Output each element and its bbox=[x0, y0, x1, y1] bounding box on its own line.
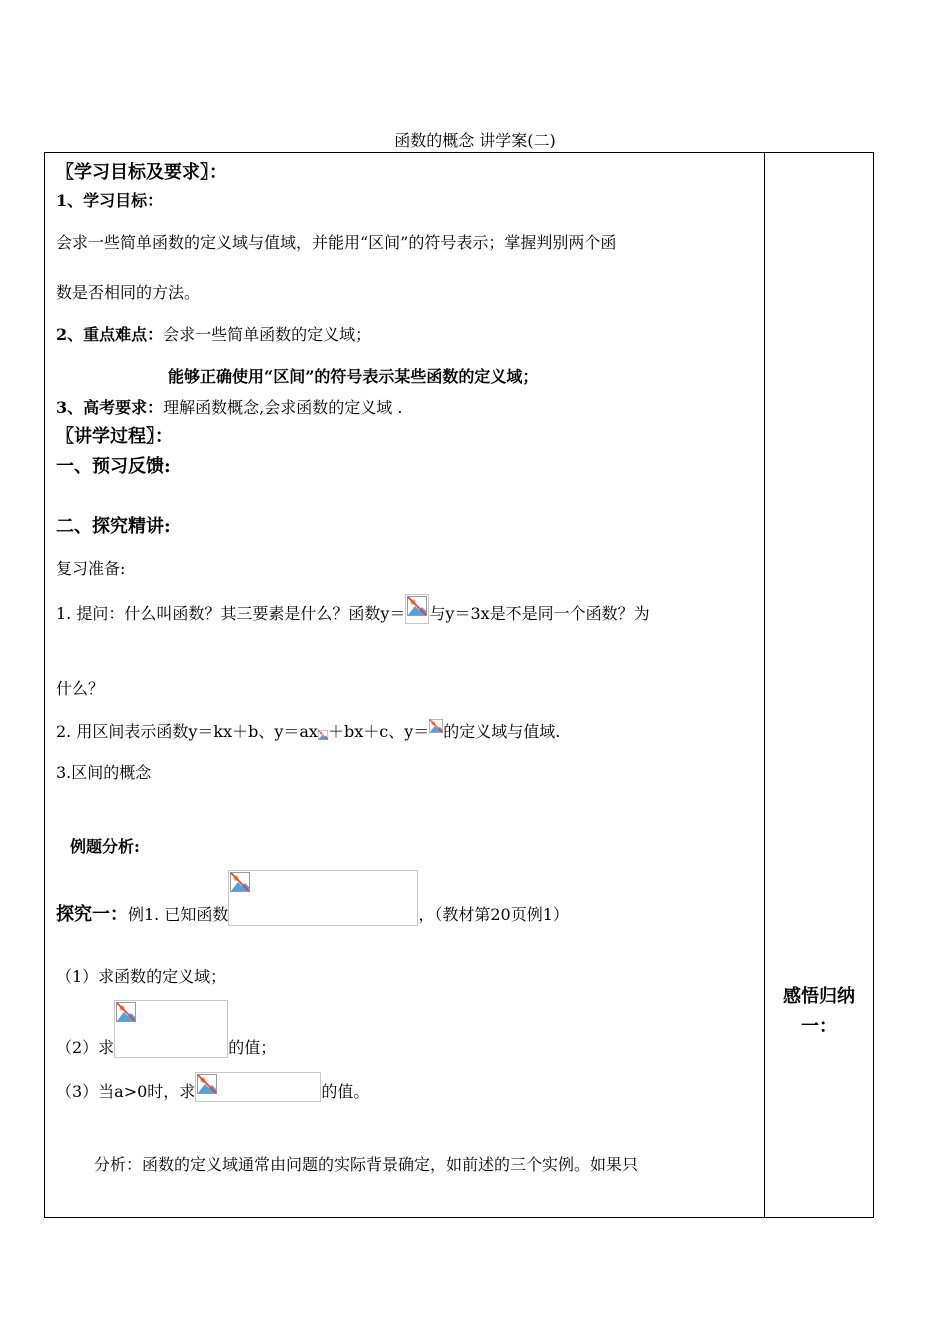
formula-image bbox=[405, 594, 429, 624]
goal1-line2: 数是否相同的方法。 bbox=[56, 283, 201, 302]
process-header: 〖讲学过程〗： bbox=[56, 426, 173, 447]
side-note: 感悟归纳一： bbox=[783, 986, 855, 1037]
question-1-text-b: 与y＝3x是不是同一个函数？为 bbox=[429, 604, 650, 623]
goal3-text: 理解函数概念,会求函数的定义域 . bbox=[163, 398, 403, 417]
question-1 bbox=[56, 594, 650, 624]
function-formula-image bbox=[228, 870, 418, 926]
sub-question-3-text-a: （3）当a>0时，求 bbox=[56, 1082, 196, 1101]
exponent-image bbox=[318, 730, 328, 742]
question-1-text-a: 1. 提问：什么叫函数？其三要素是什么？函数y＝ bbox=[56, 604, 406, 623]
goal2-line2: 能够正确使用“区间”的符号表示某些函数的定义域； bbox=[168, 367, 539, 386]
broken-image-icon bbox=[230, 872, 250, 892]
formula-image bbox=[114, 1000, 228, 1058]
goal1-line1: 会求一些简单函数的定义域与值域，并能用“区间”的符号表示；掌握判别两个函 bbox=[56, 233, 617, 252]
sub-question-1: （1）求函数的定义域； bbox=[56, 967, 227, 986]
broken-image-icon bbox=[197, 1074, 217, 1094]
question-1-cont: 什么？ bbox=[56, 679, 105, 698]
goal1-label: 1、学习目标： bbox=[56, 191, 164, 210]
content-table bbox=[44, 152, 874, 1218]
sub-question-2-text-b: 的值； bbox=[228, 1038, 277, 1057]
goal2-label: 2、重点难点： bbox=[56, 325, 164, 344]
broken-image-icon bbox=[318, 730, 328, 740]
goal2-text: 会求一些简单函数的定义域； bbox=[163, 325, 372, 344]
broken-image-icon bbox=[116, 1002, 136, 1022]
formula-image bbox=[429, 714, 443, 742]
sub-question-3 bbox=[56, 1072, 369, 1102]
sub-question-2 bbox=[56, 1000, 276, 1058]
question-2 bbox=[56, 714, 560, 742]
broken-image-icon bbox=[429, 714, 443, 738]
section-preview-feedback: 一、预习反馈: bbox=[56, 456, 171, 477]
document-title: 函数的概念 讲学案(二) bbox=[394, 131, 556, 150]
analysis-paragraph: 分析：函数的定义域通常由问题的实际背景确定，如前述的三个实例。如果只 bbox=[94, 1155, 639, 1174]
explore-1 bbox=[56, 870, 569, 926]
goal2-row bbox=[56, 322, 371, 345]
explore-1-reference: ，（教材第20页例1） bbox=[418, 905, 569, 924]
question-3: 3.区间的概念 bbox=[56, 763, 152, 782]
example-header: 例题分析: bbox=[70, 837, 140, 856]
broken-image-icon bbox=[407, 596, 427, 616]
question-2-text-a: 2. 用区间表示函数y＝kx＋b、y＝ax bbox=[56, 722, 318, 741]
question-2-text-c: 的定义域与值域. bbox=[443, 722, 561, 741]
sub-question-3-text-b: 的值。 bbox=[321, 1082, 370, 1101]
explore-1-label: 探究一： bbox=[56, 904, 128, 925]
question-2-text-b: ＋bx＋c、y＝ bbox=[327, 722, 430, 741]
explore-1-text: 例1. 已知函数 bbox=[128, 905, 229, 924]
goal3-label: 3、高考要求： bbox=[56, 398, 164, 417]
column-divider bbox=[764, 152, 765, 1218]
formula-image bbox=[195, 1072, 321, 1102]
sub-question-2-text-a: （2）求 bbox=[56, 1038, 115, 1057]
goals-header: 〖学习目标及要求〗： bbox=[56, 162, 227, 183]
section-explore: 二、探究精讲: bbox=[56, 516, 171, 537]
goal3-row bbox=[56, 395, 402, 418]
review-label: 复习准备: bbox=[56, 559, 126, 578]
